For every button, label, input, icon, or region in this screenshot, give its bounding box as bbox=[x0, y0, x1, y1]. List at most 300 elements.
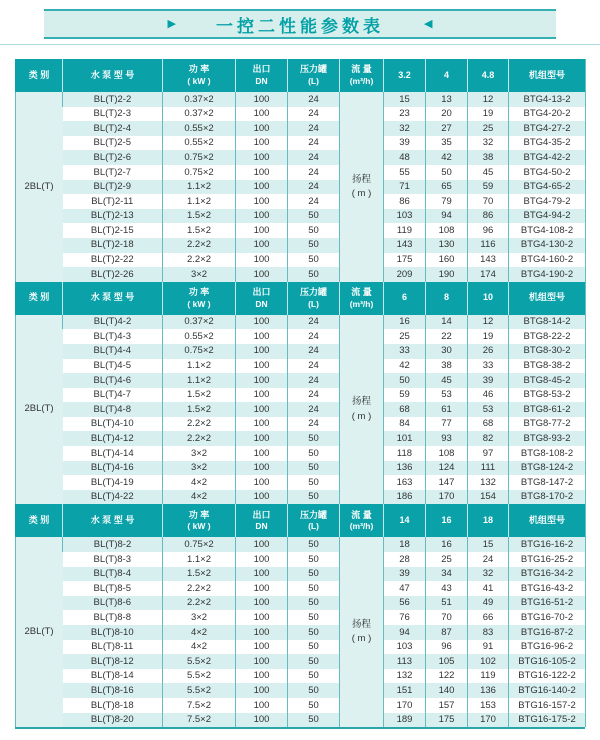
pump-model-cell: BL(T)2-15 bbox=[63, 223, 163, 238]
head-value-cell-2: 157 bbox=[426, 698, 468, 713]
outlet-dn-cell: 100 bbox=[236, 475, 288, 490]
performance-table bbox=[15, 59, 585, 729]
head-value-cell-3: 132 bbox=[468, 475, 509, 490]
pump-model-cell: BL(T)8-6 bbox=[63, 596, 163, 611]
head-value-cell-3: 25 bbox=[468, 121, 509, 136]
unit-model-cell: BTG4-50-2 bbox=[509, 165, 586, 180]
outlet-dn-cell: 100 bbox=[236, 180, 288, 195]
outlet-dn-cell: 100 bbox=[236, 417, 288, 432]
outlet-dn-cell: 100 bbox=[236, 165, 288, 180]
table-row bbox=[16, 180, 586, 195]
head-value-cell-1: 170 bbox=[384, 698, 426, 713]
outlet-dn-cell: 100 bbox=[236, 402, 288, 417]
unit-model-cell: BTG8-93-2 bbox=[509, 431, 586, 446]
head-value-cell-1: 25 bbox=[384, 329, 426, 344]
head-value-cell-1: 32 bbox=[384, 121, 426, 136]
pump-model-cell: BL(T)2-4 bbox=[63, 121, 163, 136]
head-value-cell-2: 45 bbox=[426, 373, 468, 388]
pump-model-cell: BL(T)4-8 bbox=[63, 402, 163, 417]
head-value-cell-1: 42 bbox=[384, 359, 426, 374]
head-value-cell-2: 79 bbox=[426, 194, 468, 209]
column-header-power: 功 率 ( kW ) bbox=[163, 504, 236, 537]
table-row bbox=[16, 698, 586, 713]
pump-model-cell: BL(T)2-18 bbox=[63, 238, 163, 253]
unit-model-cell: BTG16-51-2 bbox=[509, 596, 586, 611]
unit-model-cell: BTG16-70-2 bbox=[509, 610, 586, 625]
pump-model-cell: BL(T)4-12 bbox=[63, 431, 163, 446]
table-row bbox=[16, 194, 586, 209]
head-value-cell-1: 132 bbox=[384, 669, 426, 684]
head-value-cell-3: 116 bbox=[468, 238, 509, 253]
head-value-cell-2: 96 bbox=[426, 640, 468, 655]
column-header-pump-model: 水 泵 型 号 bbox=[63, 59, 163, 92]
head-value-cell-1: 136 bbox=[384, 461, 426, 476]
table-row bbox=[16, 150, 586, 165]
unit-model-cell: BTG8-147-2 bbox=[509, 475, 586, 490]
head-value-cell-1: 86 bbox=[384, 194, 426, 209]
power-cell: 4×2 bbox=[163, 475, 236, 490]
table-row bbox=[16, 92, 586, 107]
tank-cell: 24 bbox=[288, 417, 340, 432]
head-value-cell-2: 30 bbox=[426, 344, 468, 359]
power-cell: 0.37×2 bbox=[163, 315, 236, 330]
pump-model-cell: BL(T)8-11 bbox=[63, 640, 163, 655]
outlet-dn-cell: 100 bbox=[236, 596, 288, 611]
head-value-cell-1: 186 bbox=[384, 490, 426, 505]
table-row bbox=[16, 596, 586, 611]
tank-cell: 24 bbox=[288, 359, 340, 374]
head-value-cell-3: 153 bbox=[468, 698, 509, 713]
table-row bbox=[16, 223, 586, 238]
head-value-cell-2: 25 bbox=[426, 552, 468, 567]
head-value-cell-1: 189 bbox=[384, 713, 426, 728]
head-value-cell-3: 26 bbox=[468, 344, 509, 359]
outlet-dn-cell: 100 bbox=[236, 373, 288, 388]
head-value-cell-2: 14 bbox=[426, 315, 468, 330]
unit-model-cell: BTG16-43-2 bbox=[509, 581, 586, 596]
column-header-flow-point-3: 10 bbox=[468, 282, 509, 315]
column-header-flow-point-1: 14 bbox=[384, 504, 426, 537]
head-value-cell-2: 61 bbox=[426, 402, 468, 417]
unit-model-cell: BTG8-22-2 bbox=[509, 329, 586, 344]
outlet-dn-cell: 100 bbox=[236, 581, 288, 596]
table-row bbox=[16, 537, 586, 552]
head-value-cell-2: 175 bbox=[426, 713, 468, 728]
right-pointer-icon: ▶ bbox=[167, 17, 176, 30]
table-row bbox=[16, 121, 586, 136]
outlet-dn-cell: 100 bbox=[236, 669, 288, 684]
outlet-dn-cell: 100 bbox=[236, 640, 288, 655]
head-value-cell-2: 140 bbox=[426, 683, 468, 698]
table-row bbox=[16, 136, 586, 151]
tank-cell: 50 bbox=[288, 253, 340, 268]
head-value-cell-3: 19 bbox=[468, 329, 509, 344]
unit-model-cell: BTG8-45-2 bbox=[509, 373, 586, 388]
pump-model-cell: BL(T)2-22 bbox=[63, 253, 163, 268]
unit-model-cell: BTG8-30-2 bbox=[509, 344, 586, 359]
column-header-flow: 流 量 (m³/h) bbox=[340, 504, 384, 537]
table-row bbox=[16, 417, 586, 432]
pump-model-cell: BL(T)8-4 bbox=[63, 567, 163, 582]
column-header-flow: 流 量 (m³/h) bbox=[340, 59, 384, 92]
head-value-cell-1: 59 bbox=[384, 388, 426, 403]
category-cell: 2BL(T) bbox=[16, 92, 63, 282]
head-value-cell-2: 94 bbox=[426, 209, 468, 224]
tank-cell: 50 bbox=[288, 640, 340, 655]
pump-model-cell: BL(T)8-5 bbox=[63, 581, 163, 596]
tank-cell: 24 bbox=[288, 194, 340, 209]
head-value-cell-2: 13 bbox=[426, 92, 468, 107]
outlet-dn-cell: 100 bbox=[236, 329, 288, 344]
power-cell: 1.1×2 bbox=[163, 180, 236, 195]
pump-model-cell: BL(T)2-11 bbox=[63, 194, 163, 209]
head-value-cell-2: 38 bbox=[426, 359, 468, 374]
pump-model-cell: BL(T)4-3 bbox=[63, 329, 163, 344]
unit-model-cell: BTG16-105-2 bbox=[509, 654, 586, 669]
pump-model-cell: BL(T)8-20 bbox=[63, 713, 163, 728]
head-value-cell-1: 118 bbox=[384, 446, 426, 461]
outlet-dn-cell: 100 bbox=[236, 552, 288, 567]
head-value-cell-3: 170 bbox=[468, 713, 509, 728]
head-value-cell-2: 16 bbox=[426, 537, 468, 552]
table-row bbox=[16, 329, 586, 344]
tank-cell: 50 bbox=[288, 552, 340, 567]
table-row bbox=[16, 446, 586, 461]
power-cell: 2.2×2 bbox=[163, 417, 236, 432]
table-row bbox=[16, 654, 586, 669]
table-row bbox=[16, 683, 586, 698]
tank-cell: 24 bbox=[288, 402, 340, 417]
head-value-cell-2: 53 bbox=[426, 388, 468, 403]
pump-model-cell: BL(T)4-2 bbox=[63, 315, 163, 330]
column-header-flow-point-2: 8 bbox=[426, 282, 468, 315]
head-value-cell-1: 48 bbox=[384, 150, 426, 165]
tank-cell: 50 bbox=[288, 537, 340, 552]
unit-model-cell: BTG8-61-2 bbox=[509, 402, 586, 417]
head-value-cell-1: 119 bbox=[384, 223, 426, 238]
head-value-cell-3: 102 bbox=[468, 654, 509, 669]
unit-model-cell: BTG4-130-2 bbox=[509, 238, 586, 253]
pump-model-cell: BL(T)2-6 bbox=[63, 150, 163, 165]
column-header-flow-point-3: 4.8 bbox=[468, 59, 509, 92]
table-section-2 bbox=[15, 282, 586, 505]
table-row bbox=[16, 165, 586, 180]
table-row bbox=[16, 669, 586, 684]
head-value-cell-1: 33 bbox=[384, 344, 426, 359]
power-cell: 7.5×2 bbox=[163, 698, 236, 713]
power-cell: 2.2×2 bbox=[163, 581, 236, 596]
outlet-dn-cell: 100 bbox=[236, 431, 288, 446]
head-value-cell-1: 71 bbox=[384, 180, 426, 195]
head-value-cell-2: 20 bbox=[426, 107, 468, 122]
head-value-cell-1: 94 bbox=[384, 625, 426, 640]
head-value-cell-3: 33 bbox=[468, 359, 509, 374]
tank-cell: 50 bbox=[288, 461, 340, 476]
pump-model-cell: BL(T)4-6 bbox=[63, 373, 163, 388]
tank-cell: 24 bbox=[288, 136, 340, 151]
unit-model-cell: BTG4-35-2 bbox=[509, 136, 586, 151]
column-header-category: 类 别 bbox=[16, 282, 63, 315]
tank-cell: 50 bbox=[288, 581, 340, 596]
table-section-3 bbox=[15, 504, 586, 727]
head-value-cell-1: 103 bbox=[384, 209, 426, 224]
tank-cell: 24 bbox=[288, 388, 340, 403]
head-value-cell-1: 28 bbox=[384, 552, 426, 567]
head-label-cell: 扬程 ( m ) bbox=[340, 315, 384, 505]
head-value-cell-2: 87 bbox=[426, 625, 468, 640]
head-value-cell-1: 76 bbox=[384, 610, 426, 625]
outlet-dn-cell: 100 bbox=[236, 209, 288, 224]
power-cell: 0.55×2 bbox=[163, 136, 236, 151]
pump-model-cell: BL(T)2-7 bbox=[63, 165, 163, 180]
head-value-cell-1: 103 bbox=[384, 640, 426, 655]
unit-model-cell: BTG4-65-2 bbox=[509, 180, 586, 195]
head-value-cell-2: 51 bbox=[426, 596, 468, 611]
table-row bbox=[16, 373, 586, 388]
column-header-unit-model: 机组型号 bbox=[509, 282, 586, 315]
outlet-dn-cell: 100 bbox=[236, 223, 288, 238]
tank-cell: 24 bbox=[288, 373, 340, 388]
tank-cell: 50 bbox=[288, 610, 340, 625]
head-value-cell-1: 50 bbox=[384, 373, 426, 388]
head-value-cell-3: 24 bbox=[468, 552, 509, 567]
head-value-cell-3: 97 bbox=[468, 446, 509, 461]
tank-cell: 50 bbox=[288, 267, 340, 282]
power-cell: 0.55×2 bbox=[163, 329, 236, 344]
pump-model-cell: BL(T)8-18 bbox=[63, 698, 163, 713]
head-value-cell-3: 154 bbox=[468, 490, 509, 505]
table-row bbox=[16, 344, 586, 359]
head-value-cell-1: 47 bbox=[384, 581, 426, 596]
head-value-cell-3: 19 bbox=[468, 107, 509, 122]
head-value-cell-3: 39 bbox=[468, 373, 509, 388]
column-header-unit-model: 机组型号 bbox=[509, 59, 586, 92]
head-value-cell-1: 39 bbox=[384, 567, 426, 582]
unit-model-cell: BTG8-108-2 bbox=[509, 446, 586, 461]
head-value-cell-3: 12 bbox=[468, 315, 509, 330]
unit-model-cell: BTG16-140-2 bbox=[509, 683, 586, 698]
head-value-cell-2: 50 bbox=[426, 165, 468, 180]
tank-cell: 24 bbox=[288, 165, 340, 180]
tank-cell: 50 bbox=[288, 567, 340, 582]
tank-cell: 50 bbox=[288, 625, 340, 640]
power-cell: 3×2 bbox=[163, 461, 236, 476]
tank-cell: 50 bbox=[288, 669, 340, 684]
head-value-cell-2: 77 bbox=[426, 417, 468, 432]
outlet-dn-cell: 100 bbox=[236, 537, 288, 552]
outlet-dn-cell: 100 bbox=[236, 359, 288, 374]
pump-model-cell: BL(T)2-13 bbox=[63, 209, 163, 224]
head-value-cell-3: 66 bbox=[468, 610, 509, 625]
table-row bbox=[16, 209, 586, 224]
head-value-cell-3: 49 bbox=[468, 596, 509, 611]
left-pointer-icon: ◀ bbox=[424, 17, 433, 30]
tank-cell: 24 bbox=[288, 92, 340, 107]
pump-model-cell: BL(T)4-16 bbox=[63, 461, 163, 476]
head-value-cell-3: 59 bbox=[468, 180, 509, 195]
pump-model-cell: BL(T)4-19 bbox=[63, 475, 163, 490]
unit-model-cell: BTG8-124-2 bbox=[509, 461, 586, 476]
table-row bbox=[16, 567, 586, 582]
head-value-cell-2: 34 bbox=[426, 567, 468, 582]
head-value-cell-3: 12 bbox=[468, 92, 509, 107]
head-value-cell-2: 35 bbox=[426, 136, 468, 151]
tank-cell: 24 bbox=[288, 315, 340, 330]
page-title-bar bbox=[44, 9, 556, 39]
column-header-tank: 压力罐 (L) bbox=[288, 59, 340, 92]
pump-model-cell: BL(T)2-2 bbox=[63, 92, 163, 107]
head-value-cell-3: 53 bbox=[468, 402, 509, 417]
unit-model-cell: BTG4-190-2 bbox=[509, 267, 586, 282]
tank-cell: 24 bbox=[288, 180, 340, 195]
column-header-unit-model: 机组型号 bbox=[509, 504, 586, 537]
pump-model-cell: BL(T)4-22 bbox=[63, 490, 163, 505]
power-cell: 3×2 bbox=[163, 610, 236, 625]
outlet-dn-cell: 100 bbox=[236, 150, 288, 165]
unit-model-cell: BTG4-27-2 bbox=[509, 121, 586, 136]
head-value-cell-2: 170 bbox=[426, 490, 468, 505]
pump-model-cell: BL(T)4-10 bbox=[63, 417, 163, 432]
head-value-cell-2: 42 bbox=[426, 150, 468, 165]
head-value-cell-2: 105 bbox=[426, 654, 468, 669]
head-value-cell-2: 108 bbox=[426, 223, 468, 238]
tank-cell: 50 bbox=[288, 698, 340, 713]
head-value-cell-3: 111 bbox=[468, 461, 509, 476]
pump-model-cell: BL(T)2-26 bbox=[63, 267, 163, 282]
head-value-cell-1: 39 bbox=[384, 136, 426, 151]
pump-model-cell: BL(T)8-12 bbox=[63, 654, 163, 669]
column-header-flow-point-1: 3.2 bbox=[384, 59, 426, 92]
unit-model-cell: BTG4-94-2 bbox=[509, 209, 586, 224]
head-value-cell-1: 55 bbox=[384, 165, 426, 180]
pump-model-cell: BL(T)4-7 bbox=[63, 388, 163, 403]
pump-model-cell: BL(T)8-16 bbox=[63, 683, 163, 698]
tank-cell: 50 bbox=[288, 223, 340, 238]
unit-model-cell: BTG4-108-2 bbox=[509, 223, 586, 238]
power-cell: 0.37×2 bbox=[163, 92, 236, 107]
pump-model-cell: BL(T)4-14 bbox=[63, 446, 163, 461]
category-cell: 2BL(T) bbox=[16, 537, 63, 727]
head-value-cell-2: 43 bbox=[426, 581, 468, 596]
outlet-dn-cell: 100 bbox=[236, 683, 288, 698]
tank-cell: 50 bbox=[288, 475, 340, 490]
table-row bbox=[16, 359, 586, 374]
head-value-cell-3: 32 bbox=[468, 136, 509, 151]
outlet-dn-cell: 100 bbox=[236, 344, 288, 359]
tank-cell: 50 bbox=[288, 431, 340, 446]
tank-cell: 24 bbox=[288, 107, 340, 122]
unit-model-cell: BTG16-16-2 bbox=[509, 537, 586, 552]
tank-cell: 24 bbox=[288, 329, 340, 344]
power-cell: 1.1×2 bbox=[163, 552, 236, 567]
power-cell: 4×2 bbox=[163, 640, 236, 655]
unit-model-cell: BTG16-157-2 bbox=[509, 698, 586, 713]
tank-cell: 24 bbox=[288, 344, 340, 359]
table-row bbox=[16, 610, 586, 625]
power-cell: 4×2 bbox=[163, 490, 236, 505]
power-cell: 1.5×2 bbox=[163, 209, 236, 224]
column-header-power: 功 率 ( kW ) bbox=[163, 59, 236, 92]
power-cell: 0.75×2 bbox=[163, 537, 236, 552]
power-cell: 0.75×2 bbox=[163, 344, 236, 359]
tank-cell: 24 bbox=[288, 150, 340, 165]
head-value-cell-3: 136 bbox=[468, 683, 509, 698]
outlet-dn-cell: 100 bbox=[236, 446, 288, 461]
power-cell: 2.2×2 bbox=[163, 596, 236, 611]
column-header-category: 类 别 bbox=[16, 59, 63, 92]
power-cell: 0.37×2 bbox=[163, 107, 236, 122]
power-cell: 1.1×2 bbox=[163, 359, 236, 374]
unit-model-cell: BTG16-122-2 bbox=[509, 669, 586, 684]
outlet-dn-cell: 100 bbox=[236, 713, 288, 728]
head-value-cell-3: 174 bbox=[468, 267, 509, 282]
head-value-cell-1: 101 bbox=[384, 431, 426, 446]
title-divider-rule bbox=[0, 44, 600, 45]
head-value-cell-3: 68 bbox=[468, 417, 509, 432]
head-value-cell-2: 65 bbox=[426, 180, 468, 195]
pump-model-cell: BL(T)4-5 bbox=[63, 359, 163, 374]
head-value-cell-3: 143 bbox=[468, 253, 509, 268]
pump-model-cell: BL(T)2-9 bbox=[63, 180, 163, 195]
power-cell: 2.2×2 bbox=[163, 238, 236, 253]
pump-model-cell: BL(T)8-3 bbox=[63, 552, 163, 567]
column-header-flow: 流 量 (m³/h) bbox=[340, 282, 384, 315]
head-value-cell-1: 23 bbox=[384, 107, 426, 122]
pump-model-cell: BL(T)8-2 bbox=[63, 537, 163, 552]
head-value-cell-2: 124 bbox=[426, 461, 468, 476]
pump-model-cell: BL(T)2-3 bbox=[63, 107, 163, 122]
head-value-cell-1: 68 bbox=[384, 402, 426, 417]
column-header-tank: 压力罐 (L) bbox=[288, 504, 340, 537]
power-cell: 0.75×2 bbox=[163, 150, 236, 165]
head-value-cell-2: 70 bbox=[426, 610, 468, 625]
head-value-cell-2: 160 bbox=[426, 253, 468, 268]
head-value-cell-2: 122 bbox=[426, 669, 468, 684]
pump-model-cell: BL(T)8-14 bbox=[63, 669, 163, 684]
head-value-cell-1: 84 bbox=[384, 417, 426, 432]
head-value-cell-1: 151 bbox=[384, 683, 426, 698]
unit-model-cell: BTG4-13-2 bbox=[509, 92, 586, 107]
power-cell: 5.5×2 bbox=[163, 654, 236, 669]
power-cell: 5.5×2 bbox=[163, 669, 236, 684]
power-cell: 2.2×2 bbox=[163, 253, 236, 268]
head-value-cell-2: 108 bbox=[426, 446, 468, 461]
outlet-dn-cell: 100 bbox=[236, 625, 288, 640]
head-value-cell-3: 15 bbox=[468, 537, 509, 552]
unit-model-cell: BTG16-87-2 bbox=[509, 625, 586, 640]
head-label-cell: 扬程 ( m ) bbox=[340, 537, 384, 727]
outlet-dn-cell: 100 bbox=[236, 267, 288, 282]
column-header-flow-point-2: 4 bbox=[426, 59, 468, 92]
column-header-flow-point-2: 16 bbox=[426, 504, 468, 537]
head-value-cell-1: 209 bbox=[384, 267, 426, 282]
outlet-dn-cell: 100 bbox=[236, 107, 288, 122]
tank-cell: 50 bbox=[288, 713, 340, 728]
outlet-dn-cell: 100 bbox=[236, 121, 288, 136]
power-cell: 1.5×2 bbox=[163, 402, 236, 417]
head-value-cell-2: 130 bbox=[426, 238, 468, 253]
outlet-dn-cell: 100 bbox=[236, 698, 288, 713]
table-row bbox=[16, 581, 586, 596]
outlet-dn-cell: 100 bbox=[236, 315, 288, 330]
tank-cell: 50 bbox=[288, 209, 340, 224]
power-cell: 1.1×2 bbox=[163, 373, 236, 388]
head-label-cell: 扬程 ( m ) bbox=[340, 92, 384, 282]
column-header-category: 类 别 bbox=[16, 504, 63, 537]
power-cell: 0.75×2 bbox=[163, 165, 236, 180]
power-cell: 0.55×2 bbox=[163, 121, 236, 136]
table-section-1 bbox=[15, 59, 586, 282]
